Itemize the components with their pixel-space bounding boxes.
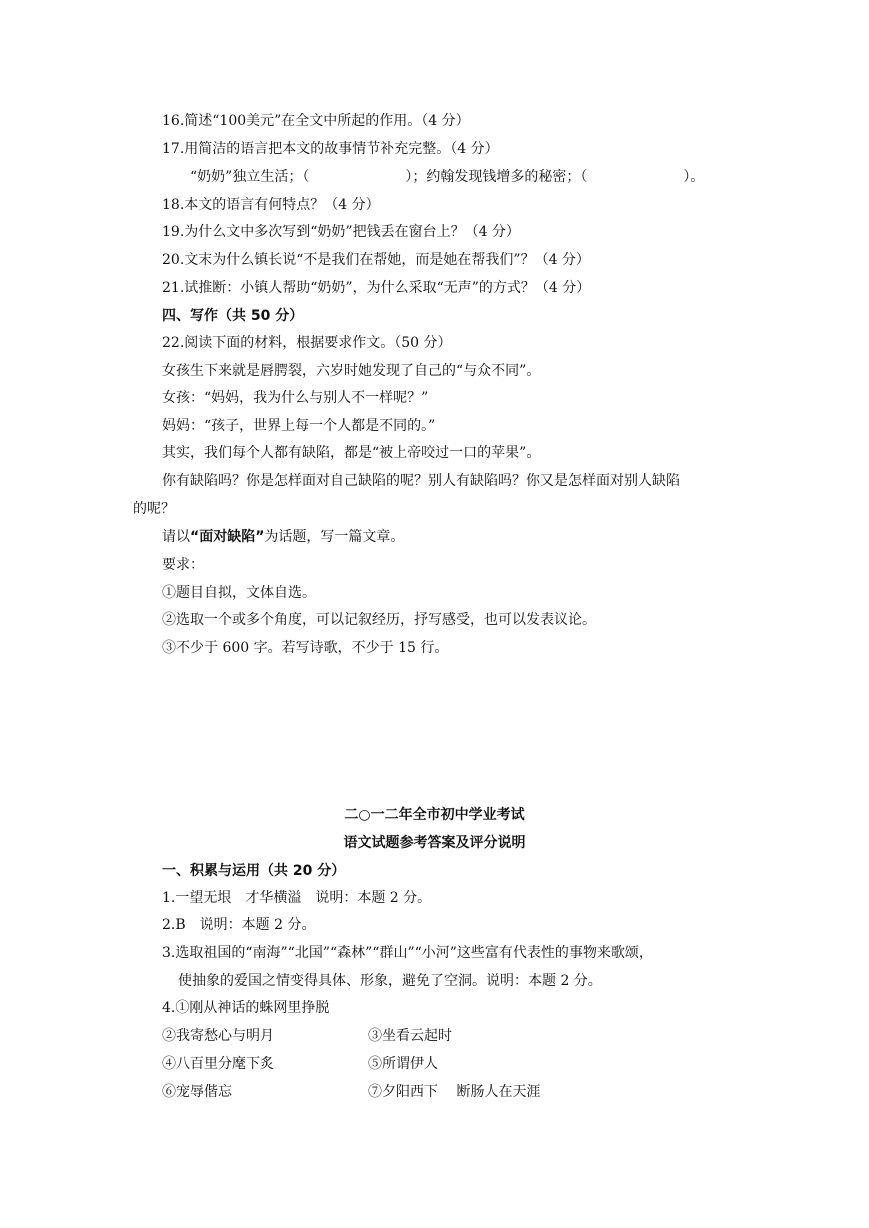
- requirements-label: 要求：: [162, 557, 204, 573]
- q17-part3: ）。: [683, 169, 705, 185]
- question-16: 16.简述“100美元”在全文中所起的作用。（4 分）: [162, 113, 470, 129]
- question-20: 20.文末为什么镇长说“不是我们在帮她，而是她在帮我们”？（4 分）: [162, 252, 590, 268]
- answer-section-1: 一、积累与运用（共 20 分）: [162, 863, 346, 879]
- topic-instruction: [162, 527, 404, 547]
- question-17-answer-line: [190, 167, 704, 187]
- question-19: 19.为什么文中多次写到“奶奶”把钱丢在窗台上？（4 分）: [162, 224, 520, 240]
- requirement-1: ①题目自拟，文体自选。: [162, 585, 316, 601]
- material-paragraph-5: 你有缺陷吗？你是怎样面对自己缺陷的呢？别人有缺陷吗？你又是怎样面对别人缺陷: [162, 473, 680, 489]
- material-paragraph-3: 妈妈：“孩子，世界上每一个人都是不同的。”: [162, 418, 436, 434]
- material-paragraph-2: 女孩：“妈妈，我为什么与别人不一样呢？”: [162, 390, 429, 406]
- q17-part1: “奶奶”独立生活；（: [190, 169, 310, 185]
- topic-keyword: “面对缺陷”: [190, 529, 265, 545]
- answer-4-row-1: [162, 1026, 274, 1046]
- answer-subtitle: 语文试题参考答案及评分说明: [343, 835, 526, 851]
- answer-title: 二○一二年全市初中学业考试: [344, 807, 525, 823]
- requirement-3: ③不少于 600 字。若写诗歌，不少于 15 行。: [162, 640, 449, 656]
- question-18: 18.本文的语言有何特点？（4 分）: [162, 197, 380, 213]
- answer-4-item-2: ②我寄愁心与明月: [162, 1028, 274, 1044]
- material-paragraph-5-cont: 的呢？: [133, 501, 175, 517]
- topic-prefix: 请以: [162, 529, 190, 545]
- material-paragraph-4: 其实，我们每个人都有缺陷，都是“被上帝咬过一口的苹果”。: [162, 445, 541, 461]
- answer-1: 1.一望无垠 才华横溢 说明：本题 2 分。: [162, 890, 432, 906]
- question-22: 22.阅读下面的材料，根据要求作文。（50 分）: [162, 335, 452, 351]
- answer-3: 3.选取祖国的“南海”“北国”“森林”“群山”“小河”这些富有代表性的事物来歌颂，: [162, 945, 653, 961]
- answer-4-item-7: ⑦夕阳西下 断肠人在天涯: [368, 1084, 541, 1100]
- answer-2: 2.B 说明：本题 2 分。: [162, 917, 316, 933]
- answer-4-item-3: ③坐看云起时: [368, 1028, 452, 1044]
- answer-3-cont: 使抽象的爱国之情变得具体、形象，避免了空洞。说明：本题 2 分。: [178, 973, 602, 989]
- question-21: 21.试推断：小镇人帮助“奶奶”，为什么采取“无声”的方式？（4 分）: [162, 280, 591, 296]
- answer-4-item-5: ⑤所谓伊人: [368, 1056, 438, 1072]
- question-17: 17.用简洁的语言把本文的故事情节补充完整。（4 分）: [162, 141, 499, 157]
- answer-4-item-6: ⑥宠辱偕忘: [162, 1084, 232, 1100]
- writing-heading: 四、写作（共 50 分）: [162, 308, 304, 324]
- requirement-2: ②选取一个或多个角度，可以记叙经历，抒写感受，也可以发表议论。: [162, 612, 596, 628]
- material-paragraph-1: 女孩生下来就是唇腭裂，六岁时她发现了自己的“与众不同”。: [162, 363, 541, 379]
- answer-4-item-4: ④八百里分麾下炙: [162, 1056, 274, 1072]
- topic-suffix: 为话题，写一篇文章。: [264, 529, 405, 545]
- q17-part2: ）；约翰发现钱增多的秘密；（: [405, 169, 588, 185]
- answer-4: 4.①刚从神话的蛛网里挣脱: [162, 1000, 330, 1016]
